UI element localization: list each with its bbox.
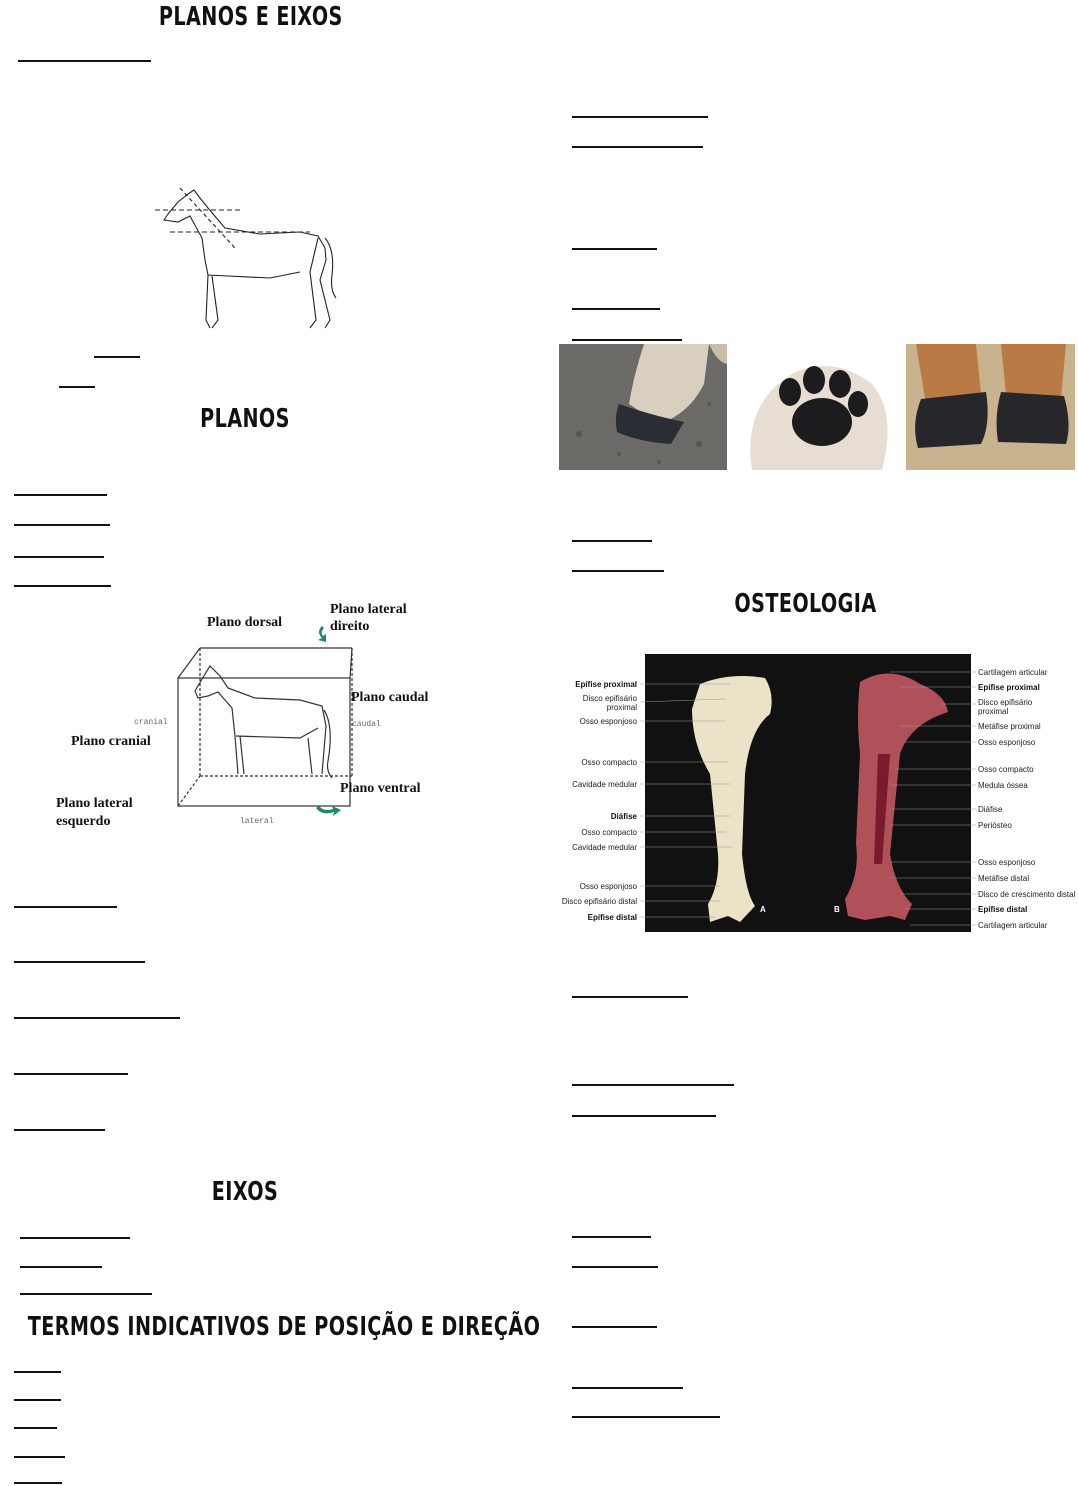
blank-line	[572, 1387, 683, 1389]
blank-line	[572, 1115, 716, 1117]
blank-line	[572, 146, 703, 148]
blank-line	[572, 996, 688, 998]
rotate-arrow-icon	[316, 806, 341, 816]
label-proximal: proximal	[606, 703, 637, 712]
label-plano-lateral-direito: Plano lateral	[330, 602, 407, 617]
blank-line	[572, 1266, 658, 1268]
label-direito: direito	[330, 619, 370, 634]
label-osso-esponjoso: Osso esponjoso	[978, 738, 1036, 747]
label-proximal: proximal	[978, 707, 1009, 716]
label-epifise-proximal: Epífise proximal	[978, 683, 1040, 692]
panel-label-b: B	[834, 905, 840, 914]
label-osso-esponjoso: Osso esponjoso	[978, 858, 1036, 867]
label-periosteo: Periósteo	[978, 821, 1012, 830]
paw-photo	[732, 344, 902, 470]
blank-line	[572, 308, 660, 310]
blank-line	[14, 1017, 180, 1019]
label-diafise: Diáfise	[610, 812, 637, 821]
label-small-lateral: lateral	[240, 817, 274, 826]
blank-line	[14, 494, 107, 496]
label-osso-esponjoso: Osso esponjoso	[579, 717, 637, 726]
heading-planos-e-eixos: PLANOS E EIXOS	[158, 2, 343, 32]
label-cavidade-medular: Cavidade medular	[572, 843, 637, 852]
blank-line	[572, 248, 657, 250]
blank-line	[14, 1073, 128, 1075]
long-bone-figure	[560, 654, 1075, 934]
label-cartilagem-articular: Cartilagem articular	[978, 668, 1048, 677]
label-disco-epifisario: Disco epifisário	[978, 698, 1033, 707]
label-plano-lateral-esquerdo: Plano lateral	[56, 796, 133, 811]
label-osso-esponjoso: Osso esponjoso	[579, 882, 637, 891]
heading-eixos: EIXOS	[211, 1177, 279, 1207]
blank-line	[20, 1293, 152, 1295]
label-diafise: Diáfise	[978, 805, 1003, 814]
blank-line	[572, 1326, 657, 1328]
blank-line	[14, 961, 145, 963]
label-cavidade-medular: Cavidade medular	[572, 780, 637, 789]
blank-line	[14, 1427, 57, 1429]
label-disco-epifisario-distal: Disco epifisário distal	[561, 897, 637, 906]
heading-planos: PLANOS	[200, 404, 290, 434]
blank-line	[14, 1399, 61, 1401]
label-epifise-proximal: Epífise proximal	[575, 680, 637, 689]
heading-osteologia: OSTEOLOGIA	[734, 589, 877, 619]
label-small-caudal: caudal	[352, 720, 381, 729]
horse-sketch-figure	[150, 180, 350, 335]
blank-line	[572, 1084, 734, 1086]
label-metafise-distal: Metáfise distal	[978, 874, 1030, 883]
heading-termos: TERMOS INDICATIVOS DE POSIÇÃO E DIREÇÃO	[27, 1312, 541, 1342]
blank-line	[572, 339, 682, 341]
label-esquerdo: esquerdo	[56, 814, 111, 829]
label-metafise-proximal: Metáfise proximal	[978, 722, 1041, 731]
blank-line	[14, 524, 110, 526]
label-osso-compacto: Osso compacto	[978, 765, 1034, 774]
blank-line	[14, 906, 117, 908]
blank-line	[14, 556, 104, 558]
label-plano-caudal: Plano caudal	[351, 690, 429, 705]
label-small-cranial: cranial	[134, 718, 168, 727]
blank-line	[14, 1482, 62, 1484]
label-epifise-distal: Epífise distal	[587, 913, 637, 922]
label-disco-epifisario: Disco epifisário	[582, 694, 637, 703]
label-cartilagem-articular: Cartilagem articular	[978, 921, 1048, 930]
label-medula-ossea: Medula óssea	[978, 781, 1028, 790]
blank-line	[14, 585, 111, 587]
blank-line	[14, 1456, 65, 1458]
label-disco-crescimento-distal: Disco de crescimento distal	[978, 890, 1075, 899]
blank-line	[59, 386, 95, 388]
blank-line	[572, 1416, 720, 1418]
planes-box-diagram	[50, 596, 430, 836]
label-osso-compacto: Osso compacto	[581, 828, 637, 837]
label-epifise-distal: Epífise distal	[978, 905, 1028, 914]
blank-line	[14, 1371, 61, 1373]
horseshoe-photo	[906, 344, 1075, 470]
rotate-arrow-icon	[318, 626, 326, 642]
blank-line	[572, 1236, 651, 1238]
label-osso-compacto: Osso compacto	[581, 758, 637, 767]
blank-line	[18, 60, 151, 62]
hoof-photo	[559, 344, 727, 470]
panel-label-a: A	[760, 905, 766, 914]
label-plano-dorsal: Plano dorsal	[207, 615, 283, 630]
blank-line	[20, 1266, 102, 1268]
blank-line	[572, 540, 652, 542]
blank-line	[572, 116, 708, 118]
blank-line	[20, 1237, 130, 1239]
label-plano-ventral: Plano ventral	[340, 781, 421, 796]
blank-line	[94, 356, 140, 358]
blank-line	[572, 570, 664, 572]
blank-line	[14, 1129, 105, 1131]
label-plano-cranial: Plano cranial	[71, 734, 151, 749]
